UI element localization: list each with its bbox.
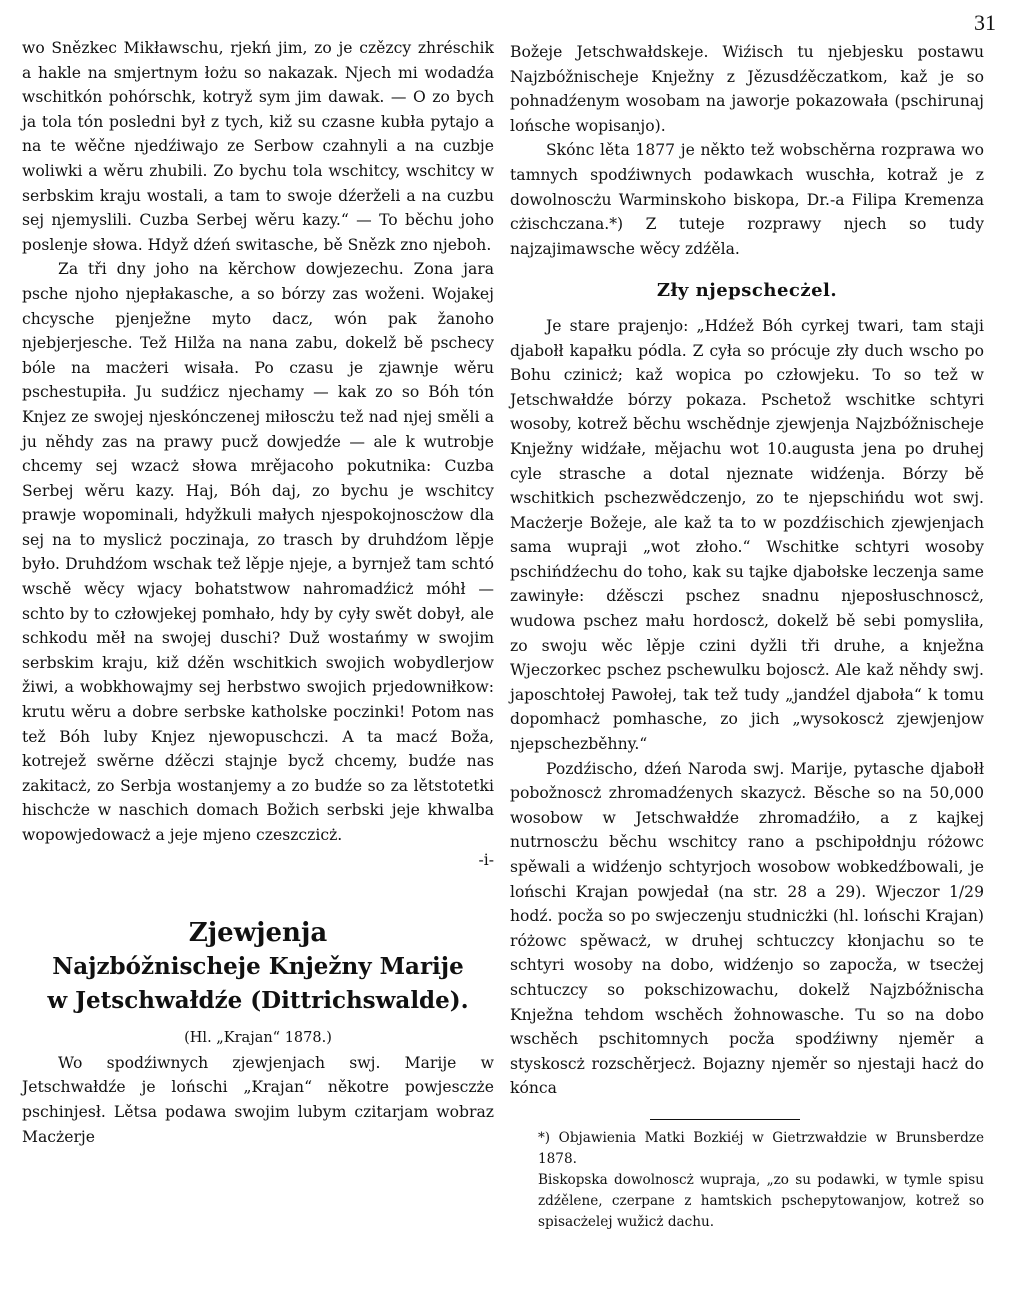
- article-source: (Hl. „Krajan“ 1878.): [184, 1030, 332, 1047]
- paragraph: Wo spodźiwnych zjewjenjach swj. Marije w Jetschwałdźe je lońschi „Krajan“ někotre powjesczże pschinjesł. Lětsa podawa swojim lubym czitarjam wobraz Macżerje: [22, 1053, 494, 1146]
- section-heading: Zły njepschecżel.: [656, 280, 838, 302]
- article-title: [22, 916, 494, 1018]
- article-title-line-3: w Jetschwałdźe (Dittrichswalde).: [47, 987, 469, 1015]
- footnote-line: Biskopska dowolnoscż wupraja, „zo su podawki, w tymle spisu zdźělene, czerpane z hamtskich pschepytowanjow, kotrež so spisacżelej wužicż dachu.: [538, 1171, 984, 1230]
- left-column: [22, 36, 494, 1149]
- footnote-line: *) Objawienia Matki Bozkiéj w Gietrzwałdzie w Brunsberdze 1878.: [538, 1129, 984, 1167]
- article-title-line-1: Zjewjenja: [188, 918, 328, 949]
- paragraph: Božeje Jetschwałdskeje. Wiźisch tu njebjesku postawu Najzbóžnischeje Knježny z Jězusdźěczatkom, kaž je so pohnadźenym wosobam na jaworje pokazowała (pschirunaj lońsche wopisanjo).: [510, 43, 984, 135]
- paragraph: wo Snězkec Mikławschu, rjekń jim, zo je czězcy zhréschik a hakle na smjertnym łożu so nakazak. Njech mi wodadźa wschitkón pohórschk, kotryž sym jim dawak. — O zo bych ja tola tón posledni był z tych, kiž su czasne kubła pytajo a na te wěčne njedźiwajo ze Serbow czahnyli a na cuzbje woliwki a wěru zhubili. Zo bychu tola wschitcy, wschitcy w serbskim kraju wostali, a tam to swoje dźerželi a na cuzbu sej njemyslili. Cuzba Serbej wěru kazy.“ — To běchu joho poslenje słowa. Hdyž dźeń switasche, bě Snězk zno njeboh.: [22, 39, 494, 254]
- article-title-line-2: Najzbóžnischeje Knježny Marije: [52, 953, 464, 981]
- paragraph: Skónc lěta 1877 je někto tež wobschěrna rozprawa wo tamnych spodźiwnych podawkach wuschła, kotraž je z dowolnoscżu Warminskoho biskopa, Dr.-a Filipa Kremenza cżischczana.*) Z tuteje rozprawy njech so tudy najzajimawsche wěcy zdźěla.: [510, 141, 984, 258]
- paragraph: Je stare prajenjo: „Hdźež Bóh cyrkej twari, tam staji djabołł kapałku pódla. Z cyła so prócuje zły duch wscho po Bohu czinicż; kaž wopica po człowjeku. To so tež w Jetschwałdźe bórzy pokaza. Pschetož wschitke schtyri wosoby, kotrež běchu wschědnje zjewjenja Najzbóžnischeje Knježny widźałe, měјachu wot 10.augusta jena po druhej cyle strasche a dotal njeznate widźenja. Bórzy bě wschitkich pschezwědczenjo, zo te njepschińdu wot swj. Macżerje Božeje, ale kaž ta to w pozdźischich zjewjenjach sama wupraji „wot złoho.“ Wschitke schtyri wosoby pschińdźechu do toho, kak su tajke djabołske leczenja same zawinyłe: dźěsczi pschez snadnu njeposłuschnoscż, wudowa pschez mału hordoscż, dokelž bě sebi pomysliła, zo swoju wěc lěpje czini dyžli tři druhe, a knježna Wjeczorkec pschez pschewulku bojoscż. Ale kaž něhdy swj. japoschtołej Pawołej, tak tež tudy „jandźel djaboła“ k tomu dopomhacż pomhasche, zo jich „wysokoscż zjewjenjow njepschezběhny.“: [510, 316, 984, 754]
- footnote-rule: [650, 1119, 800, 1120]
- author-signature: -i-: [478, 850, 494, 869]
- paragraph: Za tři dny joho na kěrchow dowjezechu. Zona jara psche njoho njepłakasche, a so bórzy zas woženi. Wojakej chcysche pjenježne myto dacz, wón pak žanoho njebjerjesche. Tež Hilža na nana zabu, dokelž bě pschecy bóle na macżeri wisała. Po czasu je zjawnje wěru pschestupiła. Ju sudźicz njechamy — kak zo so Bóh tón Knjez ze swojej njeskónczenej miłoscżu tež nad njej směli a ju něhdy zas na prawy pucž dowjedźe — ale k wutrobje chcemy sej wzacż słowa mrějacoho pokutnika: Cuzba Serbej wěru kazy. Haj, Bóh daj, zo bychu je wschitcy prawje wopominali, hdyžkuli małych njespokojnoscżow dla sej na to myslicż poczinaja, zo trasch by druhdźom lěpje było. Druhdźom wschak tež lěpje njeje, a byrnjež tam schtó wschě wěcy wjacy bohatstwow nahromadźicż móhł — schto by to człowjekej pomhało, hdy by cyły swět dobył, ale schkodu měł na swojej duschi? Duž wostańmy w swojim serbskim kraju, kiž dźěn wschitkich swojich wobydlerjow žiwi, a wobkhowajmy sej herbstwo swojich prjedowniłkow: krutu wěru a dobre serbske katholske poczinki! Potom nas tež Bóh luby Knjez njewopuschczi. A ta macź Boža, kotrejež swěrne dźěczi stajnje bycž chcemy, budźe nas zakitacż, zo Serbja wostanjemy a zo budźe so za lětstotetki hischcże w naschich domach Božich serbski jeje khwalba wopowjedowacż a jeje mjeno czeszczicż.: [22, 260, 494, 844]
- paragraph: Pozdźischo, dźeń Naroda swj. Marije, pytasche djabołł pobožnoscż zhromadźenych skazycż. Běsche so na 50,000 wosobow w Jetschwałdźe zhromadźiło, a z kajkej nutrnoscżu běchu wschitcy rano a pschipołdnju różowc spěwali a widźenjo schtyrjoch wosobow wobkedźbowali, je lońschi Krajan powjedał (na str. 28 a 29). Wjeczor 1/29 hodź. pocža so po swjeczenju studnicżki (hl. lońschi Krajan) różowc spěwacż, w druhej schtuczcy kłonjachu so te schtyri wosoby na dobo, widźenjo so zapocža, w tsecżej schtuczcy so pokschizowachu, dokelž Najzbóžnischa Knježna tehdom wschěch žohnowasche. Tu so na dobo wschěch pschitomnych pocža spodźiwny njeměr a styskoscż rozschěrjecż. Bojazny njeměr so njestaji hacż do kónca: [510, 759, 984, 1098]
- right-column: [510, 40, 984, 1233]
- column-divider: [500, 50, 501, 1270]
- footnote: [510, 1128, 984, 1233]
- page-number: 31: [974, 10, 996, 35]
